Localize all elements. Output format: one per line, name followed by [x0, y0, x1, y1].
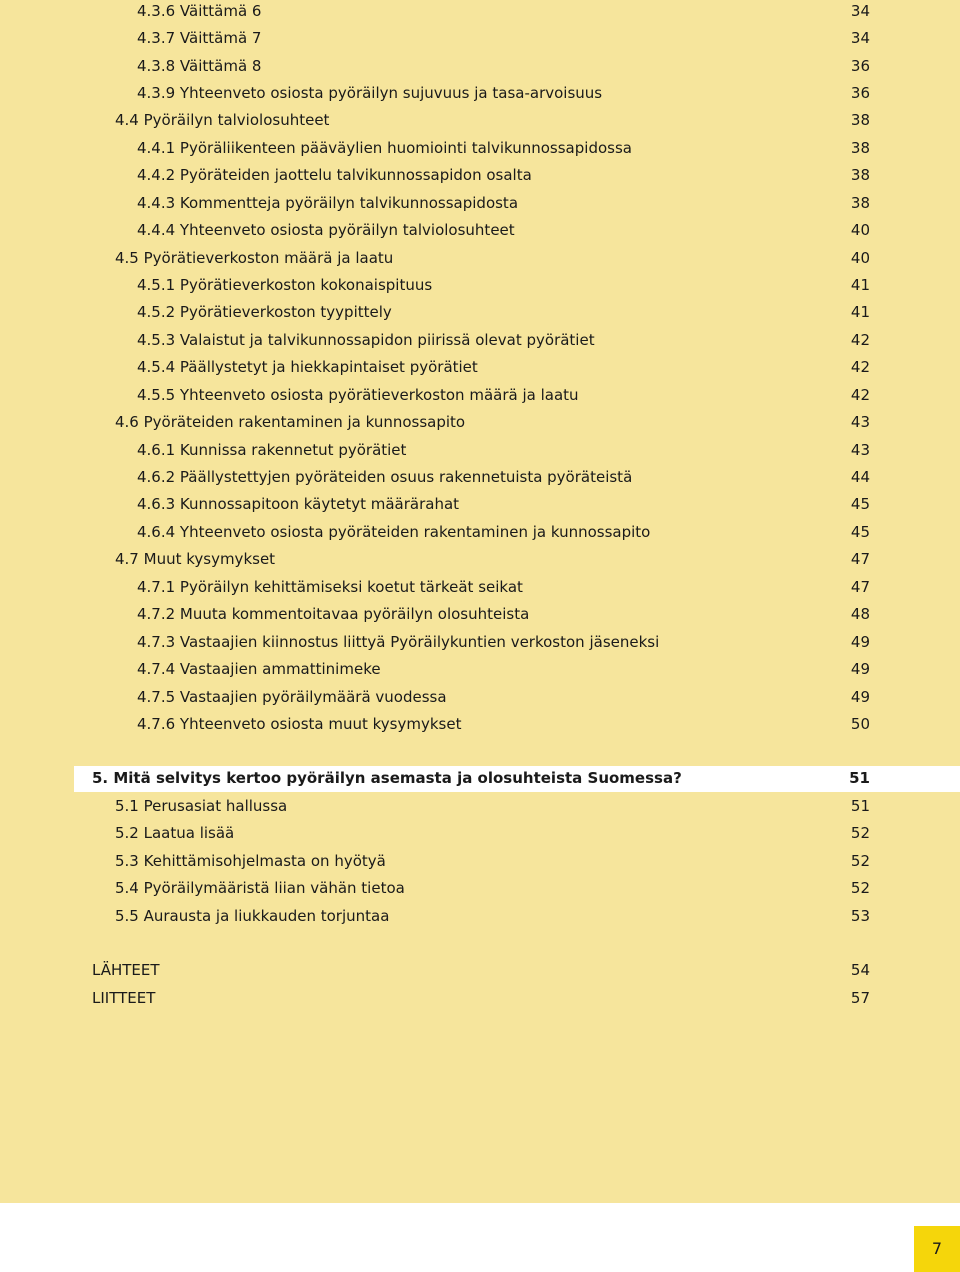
toc-entry-label: 5.1 Perusasiat hallussa — [115, 796, 288, 815]
toc-entry-label: 4.7 Muut kysymykset — [115, 549, 276, 568]
toc-entry-page: 51 — [849, 768, 870, 787]
toc-entry-page: 50 — [850, 714, 870, 733]
toc-entry — [137, 629, 870, 656]
toc-entry-label: 4.7.3 Vastaajien kiinnostus liittyä Pyöräilykuntien verkoston jäseneksi — [137, 632, 660, 651]
toc-entry — [137, 656, 870, 683]
toc-entry — [115, 107, 870, 134]
toc-entry-page: 47 — [850, 549, 870, 568]
toc-entry-page: 38 — [850, 193, 870, 212]
toc-entry-page: 45 — [850, 522, 870, 541]
toc-entry-page: 36 — [850, 56, 870, 75]
toc-entry — [137, 53, 870, 80]
toc-entry-label: 4.5.2 Pyörätieverkoston tyypittely — [137, 302, 392, 321]
toc-entry-page: 52 — [850, 823, 870, 842]
toc-entry — [137, 464, 870, 491]
toc-entry-label: 4.3.6 Väittämä 6 — [137, 1, 262, 20]
toc-entry-label: 4.4.3 Kommentteja pyöräilyn talvikunnossapidosta — [137, 193, 519, 212]
toc-entry-label: 4.7.4 Vastaajien ammattinimeke — [137, 659, 381, 678]
toc-entry — [115, 820, 870, 847]
toc-entry-page: 49 — [850, 632, 870, 651]
toc-entry-page: 42 — [850, 357, 870, 376]
toc-entry-page: 42 — [850, 330, 870, 349]
toc-entry — [137, 0, 870, 25]
toc-entry-label: 4.6.1 Kunnissa rakennetut pyörätiet — [137, 440, 407, 459]
toc-entry-label: 4.5.1 Pyörätieverkoston kokonaispituus — [137, 275, 433, 294]
toc-entry-page: 43 — [850, 412, 870, 431]
toc-entry — [137, 217, 870, 244]
toc-entry-page: 40 — [850, 248, 870, 267]
toc-entry-page: 36 — [850, 83, 870, 102]
toc-entry-label: 4.7.2 Muuta kommentoitavaa pyöräilyn olosuhteista — [137, 604, 530, 623]
toc-entry — [137, 354, 870, 381]
toc-entry-page: 41 — [850, 302, 870, 321]
toc-entry — [115, 848, 870, 875]
toc-entry-page: 41 — [850, 275, 870, 294]
toc-entry-page: 34 — [850, 1, 870, 20]
toc-entry-label: 4.4.2 Pyöräteiden jaottelu talvikunnossapidon osalta — [137, 165, 532, 184]
toc-entry — [137, 327, 870, 354]
toc-entry-label: 4.6.3 Kunnossapitoon käytetyt määrärahat — [137, 494, 460, 513]
toc-entry-label: 5.5 Aurausta ja liukkauden torjuntaa — [115, 906, 390, 925]
toc-entry-label: 5.3 Kehittämisohjelmasta on hyötyä — [115, 851, 386, 870]
toc-entry — [137, 574, 870, 601]
page-number: 7 — [931, 1239, 943, 1258]
toc-entry-page: 44 — [850, 467, 870, 486]
toc-entry-page: 52 — [850, 878, 870, 897]
toc-entry-label: 5.4 Pyöräilymääristä liian vähän tietoa — [115, 878, 405, 897]
toc-entry-label: 4.5.4 Päällystetyt ja hiekkapintaiset pyörätiet — [137, 357, 478, 376]
toc-entry — [137, 80, 870, 107]
toc-entry-page: 38 — [850, 138, 870, 157]
toc-entry-page: 42 — [850, 385, 870, 404]
toc-entry-page: 52 — [850, 851, 870, 870]
toc-entry-page: 53 — [850, 906, 870, 925]
toc-entry — [92, 985, 870, 1012]
toc-entry-page: 38 — [850, 110, 870, 129]
toc-entry-page: 43 — [850, 440, 870, 459]
toc-entry-page: 57 — [850, 988, 870, 1007]
toc-entry-label: 4.4.1 Pyöräliikenteen pääväylien huomiointi talvikunnossapidossa — [137, 138, 632, 157]
toc-entry-label: 5. Mitä selvitys kertoo pyöräilyn asemasta ja olosuhteista Suomessa? — [92, 768, 682, 787]
toc-entry-page: 49 — [850, 687, 870, 706]
toc-entry-label: 4.5.3 Valaistut ja talvikunnossapidon piirissä olevat pyörätiet — [137, 330, 595, 349]
toc-entry-page: 34 — [850, 28, 870, 47]
toc-entry-label: 4.5.5 Yhteenveto osiosta pyörätieverkoston määrä ja laatu — [137, 385, 579, 404]
toc-entry — [137, 684, 870, 711]
toc-entry-page: 49 — [850, 659, 870, 678]
toc-entry-label: 4.3.8 Väittämä 8 — [137, 56, 262, 75]
toc-entry-page: 47 — [850, 577, 870, 596]
toc-entry — [137, 382, 870, 409]
toc-entry — [137, 190, 870, 217]
toc-entry — [137, 601, 870, 628]
toc-entry — [137, 519, 870, 546]
toc-entry-label: LIITTEET — [92, 988, 156, 1007]
toc-entry-page: 54 — [850, 960, 870, 979]
toc-entry-page: 38 — [850, 165, 870, 184]
toc-entry — [137, 299, 870, 326]
toc-entry-label: 5.2 Laatua lisää — [115, 823, 235, 842]
toc-entry-label: 4.4.4 Yhteenveto osiosta pyöräilyn talviolosuhteet — [137, 220, 515, 239]
toc-entry — [137, 25, 870, 52]
toc-entry-label: 4.7.1 Pyöräilyn kehittämiseksi koetut tärkeät seikat — [137, 577, 523, 596]
toc-entry — [92, 957, 870, 984]
page-number-badge — [914, 1226, 960, 1272]
toc-entry — [115, 245, 870, 272]
toc-entry-page: 48 — [850, 604, 870, 623]
toc-entry-label: LÄHTEET — [92, 960, 160, 979]
toc-entry-page: 40 — [850, 220, 870, 239]
toc-entry-label: 4.7.6 Yhteenveto osiosta muut kysymykset — [137, 714, 462, 733]
toc-entry — [137, 711, 870, 738]
toc-entry-label: 4.6.2 Päällystettyjen pyöräteiden osuus rakennetuista pyöräteistä — [137, 467, 633, 486]
toc-entry — [115, 409, 870, 436]
toc-entry-label: 4.5 Pyörätieverkoston määrä ja laatu — [115, 248, 394, 267]
toc-entry-page: 45 — [850, 494, 870, 513]
toc-entry — [115, 546, 870, 573]
toc-entry — [137, 491, 870, 518]
toc-entry-label: 4.3.9 Yhteenveto osiosta pyöräilyn sujuvuus ja tasa-arvoisuus — [137, 83, 603, 102]
toc-entry-page: 51 — [850, 796, 870, 815]
toc-entry-label: 4.3.7 Väittämä 7 — [137, 28, 262, 47]
toc-entry — [137, 437, 870, 464]
toc-entry — [115, 875, 870, 902]
toc-entry — [137, 135, 870, 162]
toc-entry — [137, 162, 870, 189]
toc-entry — [115, 793, 870, 820]
toc-entry-label: 4.6 Pyöräteiden rakentaminen ja kunnossapito — [115, 412, 466, 431]
toc-chapter-entry — [92, 765, 870, 792]
toc-entry — [137, 272, 870, 299]
toc-entry — [115, 903, 870, 930]
toc-entry-label: 4.7.5 Vastaajien pyöräilymäärä vuodessa — [137, 687, 447, 706]
toc-entry-label: 4.4 Pyöräilyn talviolosuhteet — [115, 110, 330, 129]
toc-entry-label: 4.6.4 Yhteenveto osiosta pyöräteiden rakentaminen ja kunnossapito — [137, 522, 651, 541]
